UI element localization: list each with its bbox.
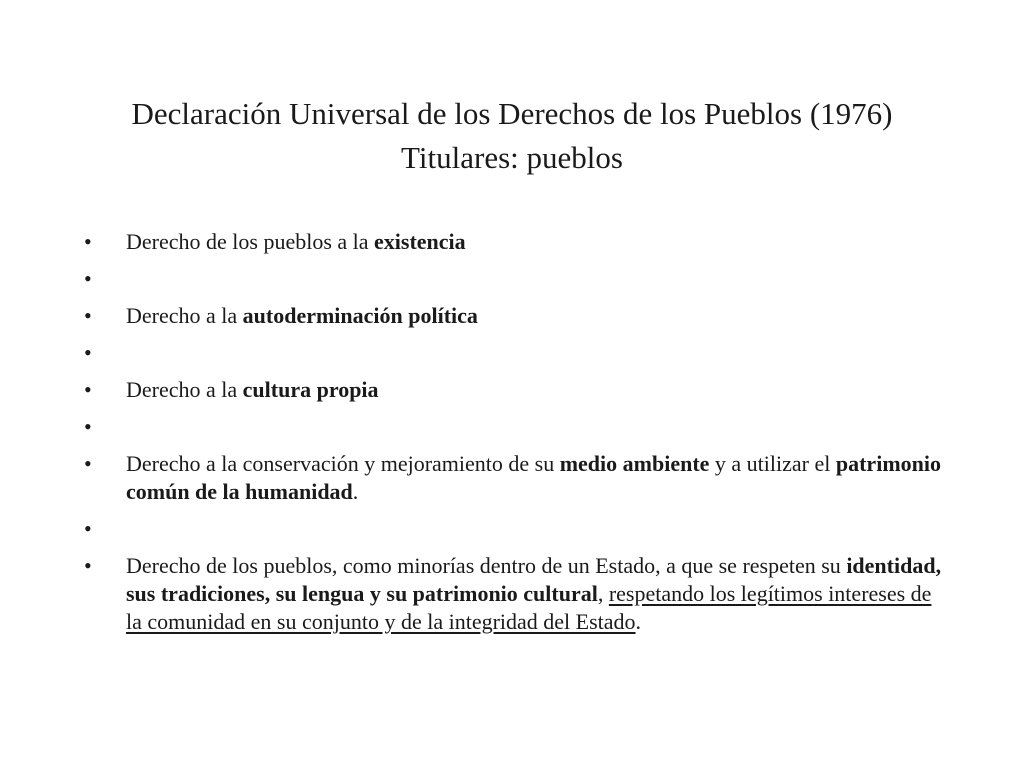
bullet-marker: • (84, 516, 92, 541)
bullet-text: . (635, 609, 642, 634)
bullet-bold-text: patrimonio común de la humanidad (126, 451, 941, 504)
bullet-marker: • (84, 229, 92, 254)
bullet-marker: • (84, 303, 92, 328)
bullet-bold-text: identidad, sus tradiciones, su lengua y su patrimonio cultural (126, 553, 942, 606)
bullet-marker: • (84, 451, 92, 476)
bullet-marker: • (84, 340, 92, 365)
bullet-item-cultura (84, 376, 944, 404)
bullet-item-existencia (84, 228, 944, 256)
bullet-underlined-text: respetando los legítimos intereses de la comunidad en su conjunto y de la integridad del Estado (126, 581, 932, 634)
bullet-item-medio-ambiente (84, 450, 944, 506)
bullet-text: Derecho de los pueblos, como minorías dentro de un Estado, a que se respeten su (126, 553, 847, 578)
bullet-item-minorias (84, 552, 944, 636)
bullet-list (84, 228, 944, 645)
title-line-2: Titulares: pueblos (401, 140, 623, 175)
bullet-item-autodeterminacion (84, 302, 944, 330)
bullet-text: Derecho a la conservación y mejoramiento de su (126, 451, 560, 476)
bullet-bold-text: medio ambiente (559, 451, 710, 476)
bullet-text: Derecho a la (126, 303, 243, 328)
bullet-bold-text: cultura propia (242, 377, 379, 402)
bullet-bold-text: existencia (374, 229, 466, 254)
bullet-item-empty (84, 515, 944, 543)
bullet-text: , (597, 581, 609, 606)
bullet-item-empty (84, 339, 944, 367)
bullet-marker: • (84, 377, 92, 402)
bullet-marker: • (84, 266, 92, 291)
bullet-text: Derecho a la (126, 377, 243, 402)
bullet-bold-text: autoderminación política (242, 303, 478, 328)
bullet-text: y a utilizar el (709, 451, 836, 476)
title-line-1: Declaración Universal de los Derechos de los Pueblos (1976) (131, 96, 893, 131)
bullet-item-empty (84, 265, 944, 293)
bullet-item-empty (84, 413, 944, 441)
bullet-text: Derecho de los pueblos a la (126, 229, 375, 254)
bullet-text: . (352, 479, 359, 504)
bullet-marker: • (84, 414, 92, 439)
slide-title (60, 92, 964, 180)
bullet-marker: • (84, 553, 92, 578)
